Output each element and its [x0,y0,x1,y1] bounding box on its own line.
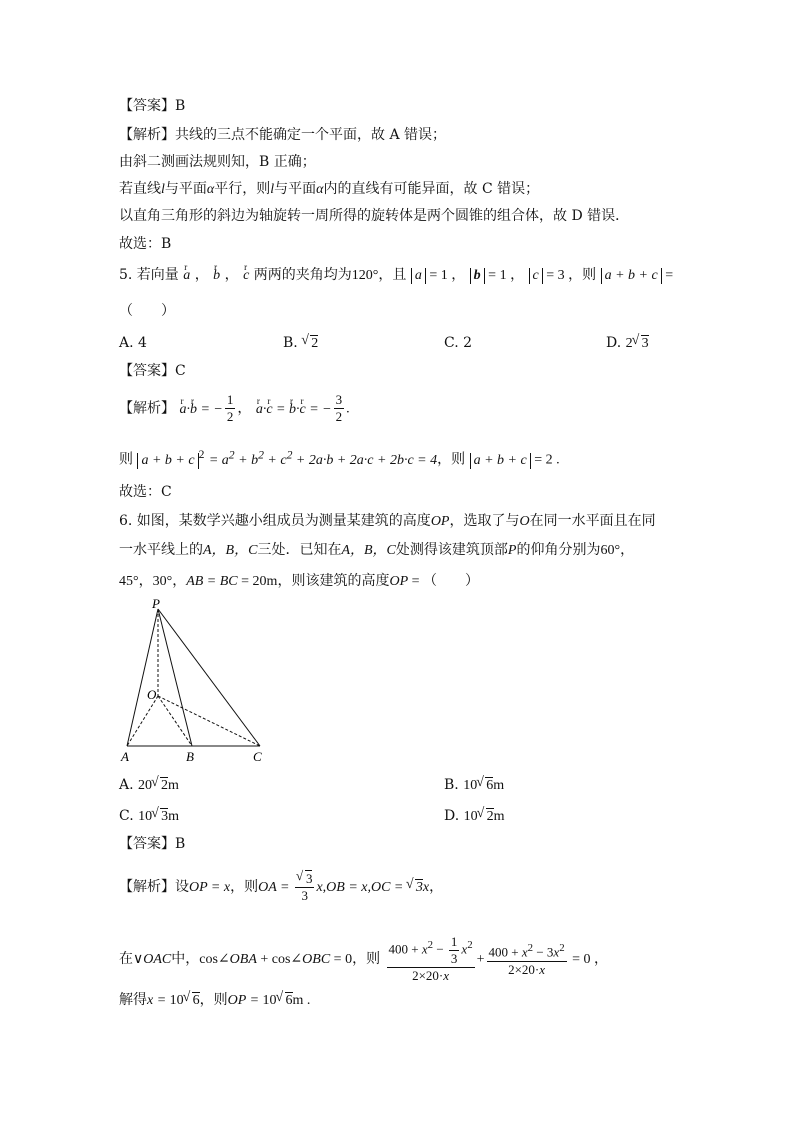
q4-a3e-text: 内的直线有可能异面，故 C 错误； [323,181,540,197]
q5-analysis-2: 则 a + b + c $^2 = a^2 + b^2 + c^2 + 2a\cdot b + 2a\cdot c + 2b\cdot c = 4$，则 a + b + c = 2 . [119,448,560,468]
geometry-figure [115,596,275,768]
analysis-tag: 【解析】 [119,400,175,417]
frac-law-1: $400 + x^2$ − $\frac{1}{3}$ $x^2$ 2×20·x [388,934,473,983]
expr-op-x: OP = x [189,880,231,895]
abs-c: c [529,268,543,284]
q6-option-d[interactable]: D. 10√ 2m [444,807,505,826]
q6-stem-text-2: 一水平线上的 [119,542,203,558]
tri-oac: ∨OAC [133,952,172,967]
q6-analysis-3: 解得x = 10√ 6，则OP = 10√ 6m . [119,991,310,1010]
var-alpha-2: α [316,182,324,197]
q4-analysis-1 [119,126,446,144]
var-o: O [519,514,530,529]
q6-s3-text: 解得 [119,992,147,1008]
q5-stem: 5. 若向量 r a ， r b ， r c 两两的夹角均为120°，且 a = 1 ， b = 1 ， c = 3 ，则 a + b + c = [119,266,673,285]
var-abc: A，B，C [203,543,258,558]
label-b: B [186,749,194,764]
q5-answer: 【答案】C [119,363,186,379]
frac-sqrt3-3: √ $\frac{3}{3}$ [295,870,315,904]
q5-option-d[interactable] [606,334,649,353]
q5-paren: （ ） [119,303,175,319]
q6-s3b-text: ，则 [199,992,228,1008]
q6-stem-1 [119,512,656,531]
abs-sum-2: a + b + c [470,453,531,469]
q5-option-a[interactable]: A. 4 [119,335,147,351]
edge-oc [158,696,260,746]
q5-option-d-value: √ 3 [641,335,649,351]
q6-stem-text-1c: 在同一水平面且在同 [529,513,656,529]
var-alpha: α [206,182,215,197]
q5-choice: 故选：C [119,484,172,500]
expr-x-result: x = [147,993,170,1008]
q6-analysis-2: 在∨OAC中，cos∠OBA + cos∠OBC = 0，则 $400 + x^2$ − $\frac{1}{3}$ $x^2$ 2×20·x + $\frac{400 + x^2 - 3x^2}{2\times 20\cdot x}$ = 0 ， [119,934,609,983]
abs-sum-sq: a + b + c [137,453,198,469]
var-abc-2: A，B，C [341,543,396,558]
q5-option-c[interactable]: C. 2 [444,335,473,351]
label-o: O [147,687,157,702]
angle-60: 60° [600,543,621,558]
label-p: P [152,596,160,611]
q6-option-a[interactable]: A. 20√ 2m [119,776,179,795]
q6-option-b-label: B. [444,777,459,793]
q4-a3b-text: 与平面 [164,181,207,197]
q6-s1-text: 设 [175,879,189,895]
q6-s2b-text: 中， [171,951,200,967]
var-op-2: OP [389,574,409,589]
expr-oa: OA = [258,880,293,895]
expr-ab: r a·r b = − [179,402,222,417]
q5-option-b-value: √ 2 [310,335,318,351]
edge-oa [127,696,158,746]
q4-analysis-3 [119,180,539,199]
q6-s2c-text: ，则 [352,951,381,967]
then-text: 则 [119,451,133,468]
q6-stem-text-2c: 处测得该建筑顶部 [395,542,508,558]
frac-half-1: $\frac{1}{2}$ [226,392,234,424]
expr-expansion: = $a^2 + b^2 + c^2 + 2a\cdot b + 2a\cdot c + 2b\cdot c = 4$ [208,448,438,468]
label-c: C [253,749,262,764]
vec-a: r a [183,267,190,285]
label-a: A [121,749,129,764]
q6-answer: 【答案】B [119,836,186,852]
q5-option-b-label: B. [283,335,298,351]
expr-cos-sum: cos∠OBA + cos∠OBC = 0 [199,952,353,967]
vec-c: r c [243,267,249,285]
q6-option-c[interactable]: C. 10√ 3m [119,807,179,826]
q6-stem-text-1: 6. 如图，某数学兴趣小组成员为测量某建筑的高度 [119,513,431,529]
frac-law-2: $\frac{400 + x^2 - 3x^2}{2\times 20\cdot x}$ [488,942,565,977]
q5-angle: 120° [351,268,379,283]
q5-stem-text-3: ，且 [378,267,407,283]
edge-ob [158,696,192,746]
q5-option-b[interactable] [283,334,318,352]
frac-three-half: $\frac{3}{2}$ [335,392,343,424]
expr-ac-bc: r a·r c = r b·r c = − [256,402,332,417]
abs-sum: a + b + c [601,268,662,284]
edge-pa [127,609,158,746]
q6-stem-text-1b: ，选取了与 [449,513,520,529]
q5-stem-text-2: 两两的夹角均为 [253,267,352,283]
q6-option-d-label: D. [444,808,460,824]
expr-op-result: OP = [227,993,263,1008]
abs-a: a [411,268,426,284]
then-text-2: ，则 [437,451,466,468]
q6-stem-3: 45°，30°，AB = BC = 20m，则该建筑的高度OP = （ ） [119,573,480,589]
expr-ob-oc: x,OB = x,OC = √ 3x [316,880,429,895]
q4-answer: 【答案】B [119,98,186,114]
q4-a3c-text: 平行，则 [214,181,271,197]
q4-a3d-text: 与平面 [274,181,317,197]
q6-option-b[interactable]: B. 10√ 6m [444,776,504,795]
edge-pb [158,609,192,746]
q4-analysis-2: 由斜二测画法规则知，B 正确； [119,154,316,170]
var-op: OP [430,514,450,529]
var-p: P [507,543,517,558]
var-l-2: l [270,182,275,197]
q6-option-c-label: C. [119,808,134,824]
q5-analysis-1: 【解析】 r a·r b = − $\frac{1}{2}$ ， r a·r c = r b·r c = − $\frac{3}{2}$ . [119,392,350,425]
angles-45-30: 45°，30° [119,574,173,589]
q6-analysis-1: 【解析】设OP = x，则OA = √ $\frac{3}{3}$ x,OB = x,OC = √ 3x， [119,870,443,904]
q6-stem-text-3b: ，则该建筑的高度 [277,573,390,589]
edge-pc [158,609,260,746]
expr-ab-bc: AB = BC [186,574,238,589]
q5-option-d-coef: 2 [625,336,633,351]
q6-stem-text-3c: （ ） [423,573,480,589]
q4-a3-text: 若直线 [119,181,161,197]
q6-stem-text-2b: 三处．已知在 [257,542,342,558]
q6-s2-text: 在 [119,951,133,967]
q5-stem-text-1: 5. 若向量 [119,267,179,283]
var-l: l [161,182,165,197]
q5-option-d-label: D. [606,335,622,351]
q4-a1-text: 共线的三点不能确定一个平面，故 A 错误； [175,127,447,143]
q6-s1b-text: ，则 [230,879,259,895]
q6-stem-text-2d: 的仰角分别为 [516,542,601,558]
q5-stem-text-4: ，则 [568,267,597,283]
q4-analysis-4: 以直角三角形的斜边为轴旋转一周所得的旋转体是两个圆锥的组合体，故 D 错误． [119,208,630,224]
q6-stem-2: 一水平线上的A，B，C三处．已知在A，B，C处测得该建筑顶部P的仰角分别为60°， [119,542,635,558]
q6-option-a-label: A. [119,777,134,793]
vec-b: r b [213,267,220,285]
abs-b: b [470,268,485,284]
analysis-tag: 【解析】 [119,879,175,895]
analysis-tag: 【解析】 [119,127,175,143]
q4-choice: 故选：B [119,236,172,252]
